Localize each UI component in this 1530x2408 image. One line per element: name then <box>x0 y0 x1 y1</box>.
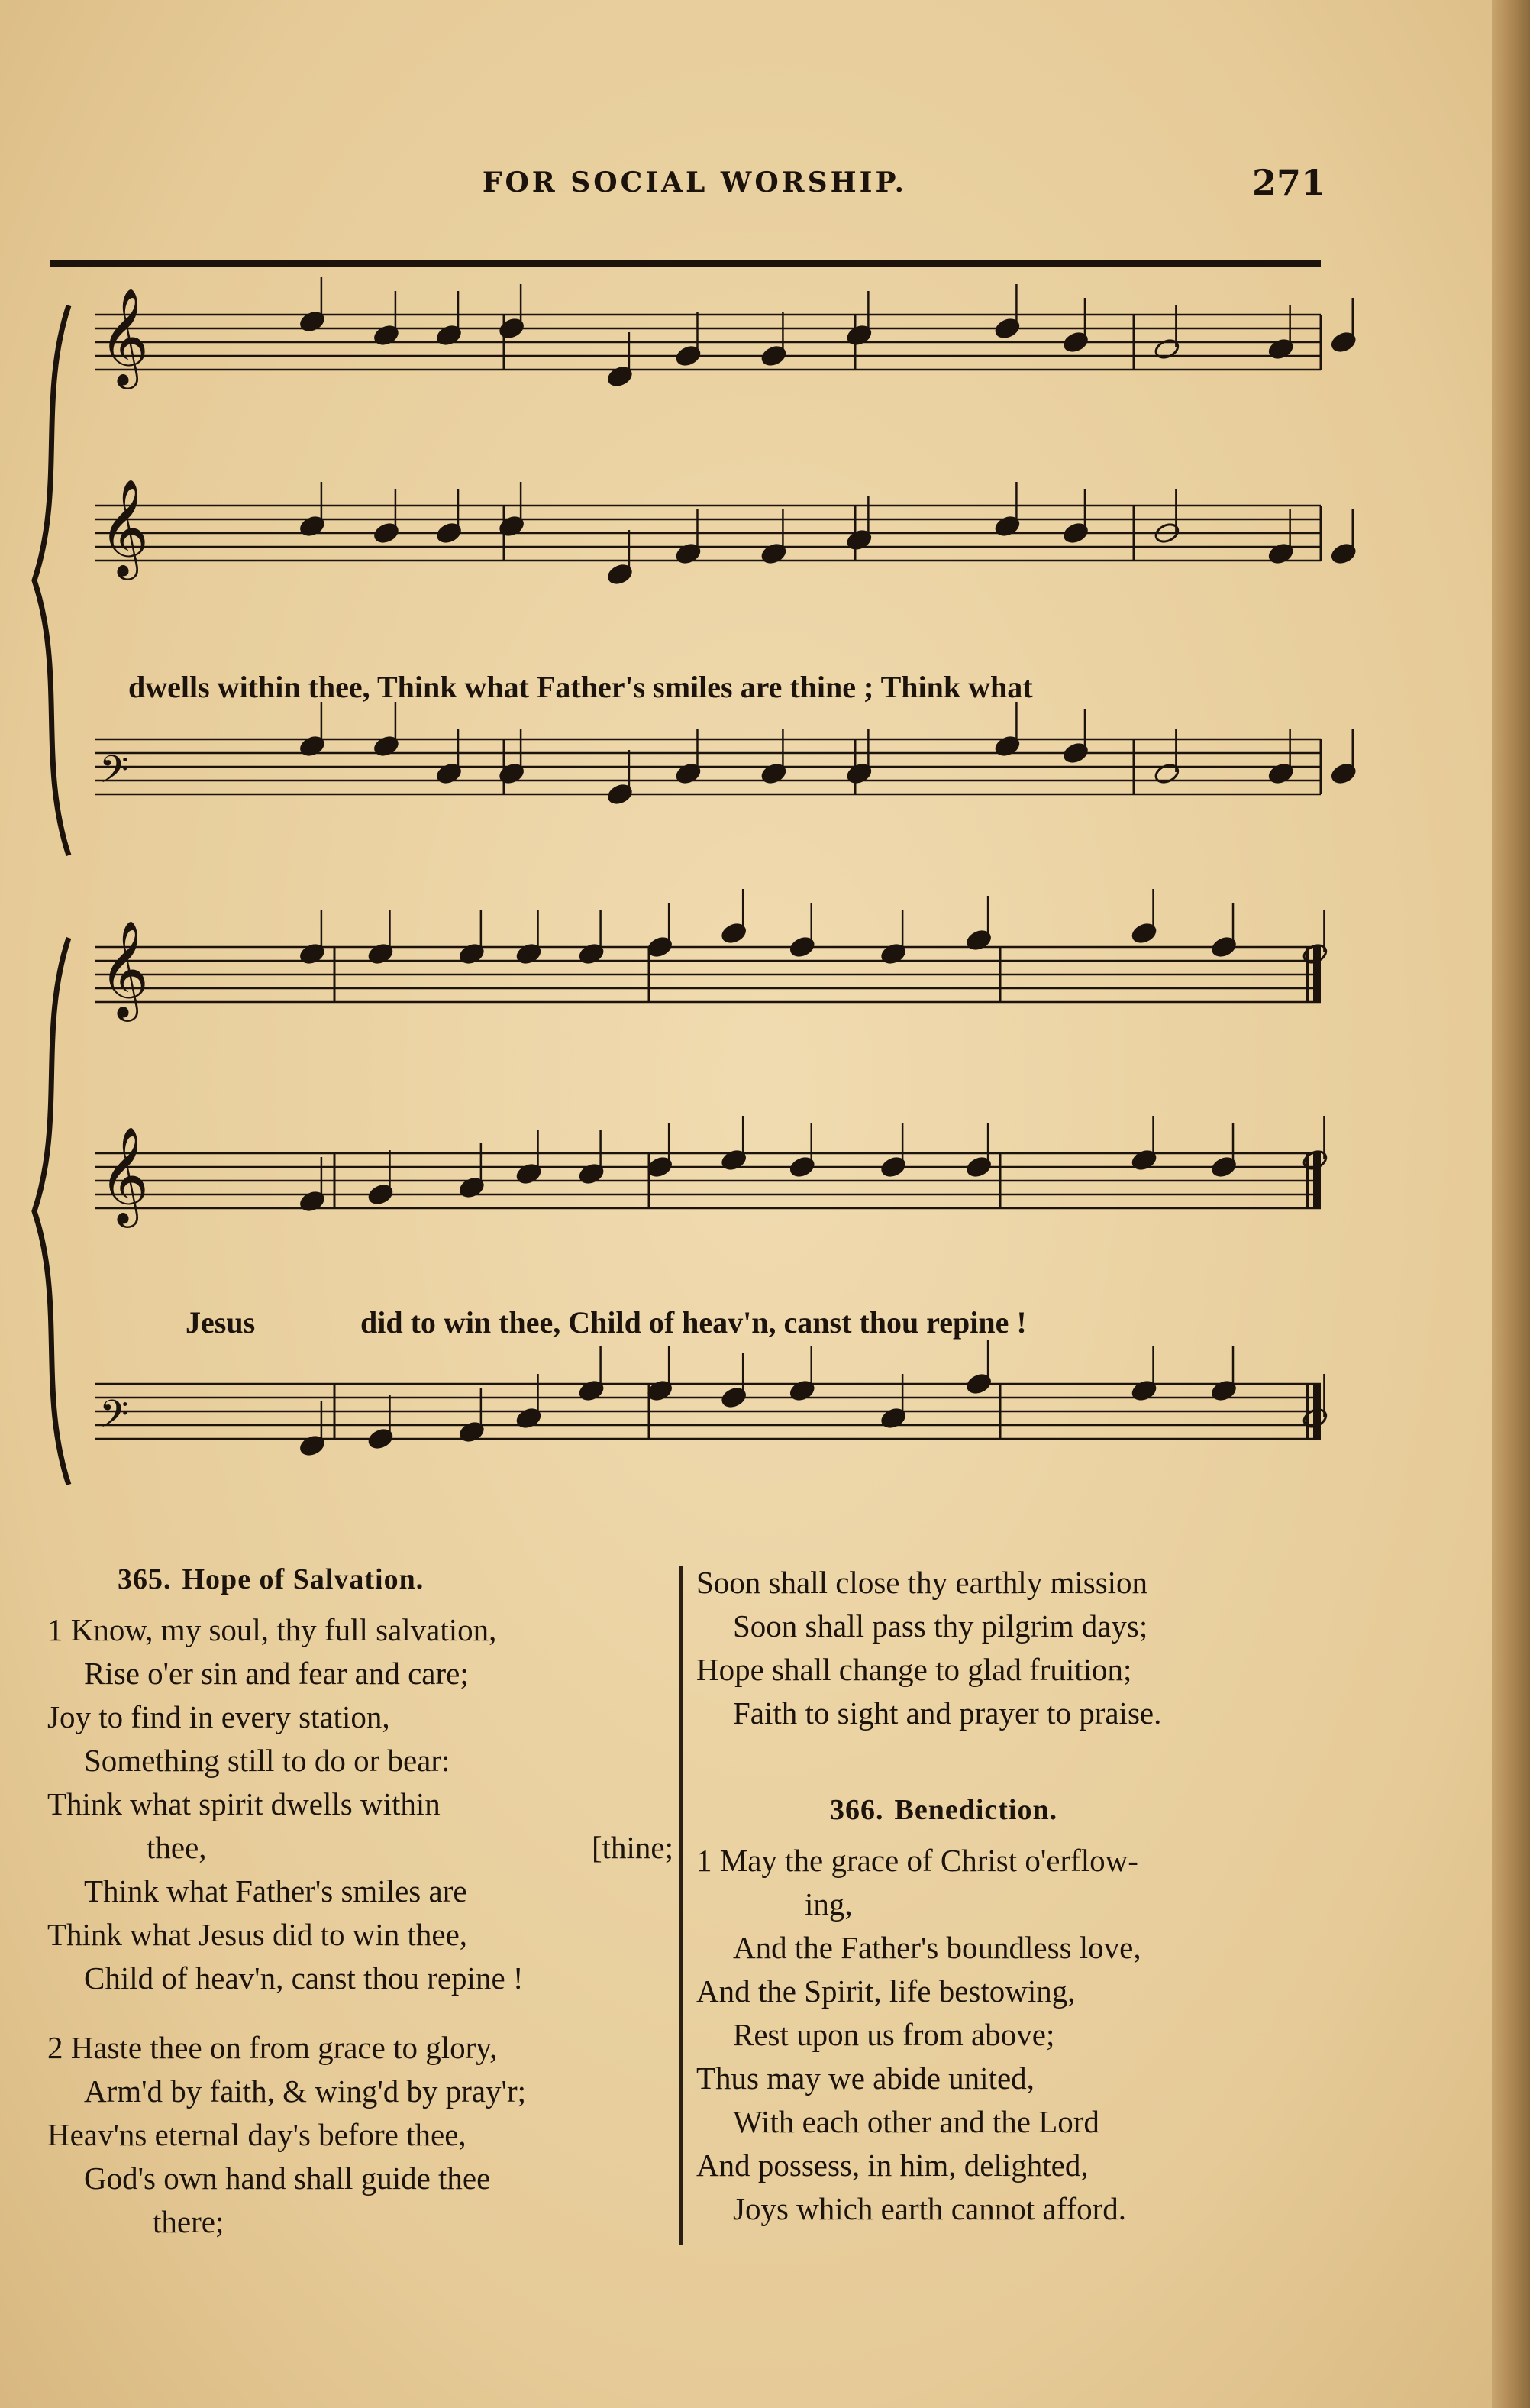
verse-line: 1 Know, my soul, thy full salvation, <box>47 1612 497 1647</box>
verse-line: Think what Jesus did to win thee, <box>47 1917 468 1952</box>
verse-line: Joys which earth cannot afford. <box>733 2191 1127 2226</box>
verse-line: Think what spirit dwells within <box>47 1786 441 1821</box>
system2-lyrics-jesus: Jesus <box>186 1305 256 1340</box>
hymn-title: Hope of Salvation. <box>182 1563 424 1595</box>
treble-clef: 𝄞 <box>99 287 150 385</box>
verse-line: And possess, in him, delighted, <box>696 2148 1089 2183</box>
right-column <box>696 1561 1330 2231</box>
verse-line: Thus may we abide united, <box>696 2061 1035 2096</box>
verse-line: Something still to do or bear: <box>84 1743 450 1778</box>
hymn-366-heading <box>696 1789 1330 1839</box>
page-edge <box>1492 0 1530 2408</box>
verse-line: Rise o'er sin and fear and care; <box>84 1656 469 1691</box>
page-header <box>0 162 1530 212</box>
verse-line: Faith to sight and prayer to praise. <box>733 1695 1162 1731</box>
verse-line: 1 May the grace of Christ o'erflow- <box>696 1843 1138 1878</box>
verse-line: Joy to find in every station, <box>47 1699 390 1734</box>
verse-line-part: thee, <box>147 1830 207 1865</box>
bass-clef: 𝄢 <box>99 748 129 801</box>
verse-line: Hope shall change to glad fruition; <box>696 1652 1132 1687</box>
verse-line: 2 Haste thee on from grace to glory, <box>47 2030 498 2065</box>
system2-lyrics: did to win thee, Child of heav'n, canst thou repine ! <box>360 1305 1027 1340</box>
verse-line: Arm'd by faith, & wing'd by pray'r; <box>84 2073 526 2109</box>
treble-clef: 𝄞 <box>99 478 150 576</box>
verse-line-part: [thine; <box>591 1830 673 1865</box>
page-number: 271 <box>1252 162 1326 203</box>
hymn-365-heading <box>47 1558 673 1608</box>
verse-line: Think what Father's smiles are <box>84 1873 467 1909</box>
verse-line-split <box>47 1826 673 1870</box>
verse-line: ing, <box>805 1886 853 1922</box>
verse-line: With each other and the Lord <box>733 2104 1099 2139</box>
verse-line: Heav'ns eternal day's before thee, <box>47 2117 466 2152</box>
column-rule <box>679 1566 683 2245</box>
verse-line: there; <box>153 2204 224 2239</box>
hymn-number: 366. <box>830 1794 884 1826</box>
verse-line: Soon shall pass thy pilgrim days; <box>733 1608 1148 1644</box>
hymn-number: 365. <box>118 1563 172 1595</box>
verse-line: Soon shall close thy earthly mission <box>696 1565 1148 1600</box>
system1-lyrics: dwells within thee, Think what Father's smiles are thine ; Think what <box>128 670 1033 704</box>
verse-line: God's own hand shall guide thee <box>84 2161 491 2196</box>
verse-line: Rest upon us from above; <box>733 2017 1055 2052</box>
verse-line: And the Spirit, life bestowing, <box>696 1973 1076 2009</box>
verse-line: And the Father's boundless love, <box>733 1930 1141 1965</box>
hymn-title: Benediction. <box>894 1794 1058 1826</box>
treble-clef: 𝄞 <box>99 1126 150 1223</box>
verse-line: Child of heav'n, canst thou repine ! <box>84 1960 524 1996</box>
hymn-365-column <box>47 1558 673 2244</box>
running-title: FOR SOCIAL WORSHIP. <box>482 166 908 199</box>
bass-clef: 𝄢 <box>99 1392 129 1446</box>
treble-clef: 𝄞 <box>99 920 150 1017</box>
